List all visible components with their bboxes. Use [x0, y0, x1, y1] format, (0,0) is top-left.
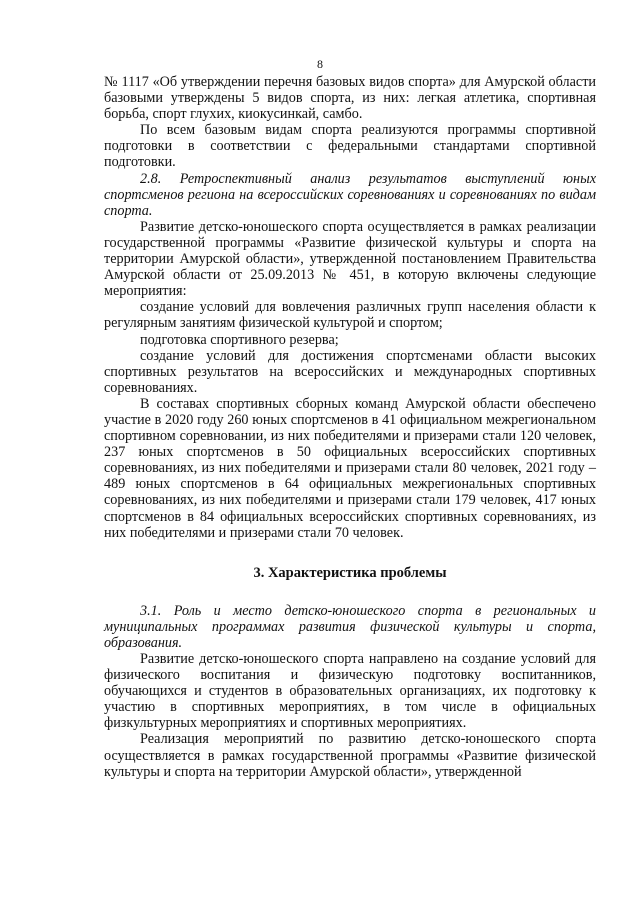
paragraph: Развитие детско-юношеского спорта направлено на создание условий для физического воспитания и физическую подготовку воспитанников, обучающихся и студентов в образовательных организациях, их подготовку к участию в спортивных мероприятиях, в том числе в официальных физкультурных мероприятиях и спортивных мероприятиях. — [104, 651, 596, 732]
section-heading: 3. Характеристика проблемы — [253, 564, 447, 581]
paragraph: подготовка спортивного резерва; — [140, 331, 339, 348]
paragraph: Развитие детско-юношеского спорта осуществляется в рамках реализации государственной программы «Развитие физической культуры и спорта на территории Амурской области», утвержденной постановлением Правительства Амурской области от 25.09.2013 № 451, в которую включены следующие мероприятия: — [104, 218, 596, 300]
paragraph: В составах спортивных сборных команд Амурской области обеспечено участие в 2020 году 260 юных спортсменов в 41 официальном межрегиональном спортивном соревновании, из них победителями и призерами стали 120 человек, 237 юных спортсменов в 50 официальных всероссийских спортивных соревнованиях, из них победителями и призерами стали 80 человек, 2021 году – 489 юных спортсменов в 64 официальных межрегиональных спортивных соревнованиях, из них победителями и призерами стали 179 человек, 417 юных спортсменов в 84 официальных всероссийских спортивных соревнованиях, из них победителями и призерами стали 70 человек. — [104, 395, 596, 541]
paragraph: По всем базовым видам спорта реализуются программы спортивной подготовки в соответствии с федеральными стандартами спортивной подготовки. — [104, 122, 596, 171]
page-number: 8 — [317, 57, 323, 71]
paragraph: № 1117 «Об утверждении перечня базовых видов спорта» для Амурской области базовыми утверждены 5 видов спорта, из них: легкая атлетика, спортивная борьба, спорт глухих, киокусинкай, самбо. — [104, 74, 596, 123]
paragraph: создание условий для вовлечения различных групп населения области к регулярным занятиям физической культурой и спортом; — [104, 299, 596, 332]
paragraph: 3.1. Роль и место детско-юношеского спорта в региональных и муниципальных программах развития физической культуры и спорта, образования. — [104, 602, 596, 651]
paragraph: 2.8. Ретроспективный анализ результатов выступлений юных спортсменов региона на всероссийских соревнованиях и соревнованиях по видам спорта. — [104, 170, 596, 219]
page-content — [104, 74, 596, 780]
paragraph: создание условий для достижения спортсменами области высоких спортивных результатов на всероссийских и международных спортивных соревнованиях. — [104, 347, 596, 396]
paragraph: Реализация мероприятий по развитию детско-юношеского спорта осуществляется в рамках государственной программы «Развитие физической культуры и спорта на территории Амурской области», утвержденной — [104, 731, 596, 780]
text-block-after-heading — [104, 603, 596, 780]
text-block-before-heading — [104, 74, 596, 541]
spacer — [104, 541, 596, 565]
spacer — [104, 582, 596, 603]
